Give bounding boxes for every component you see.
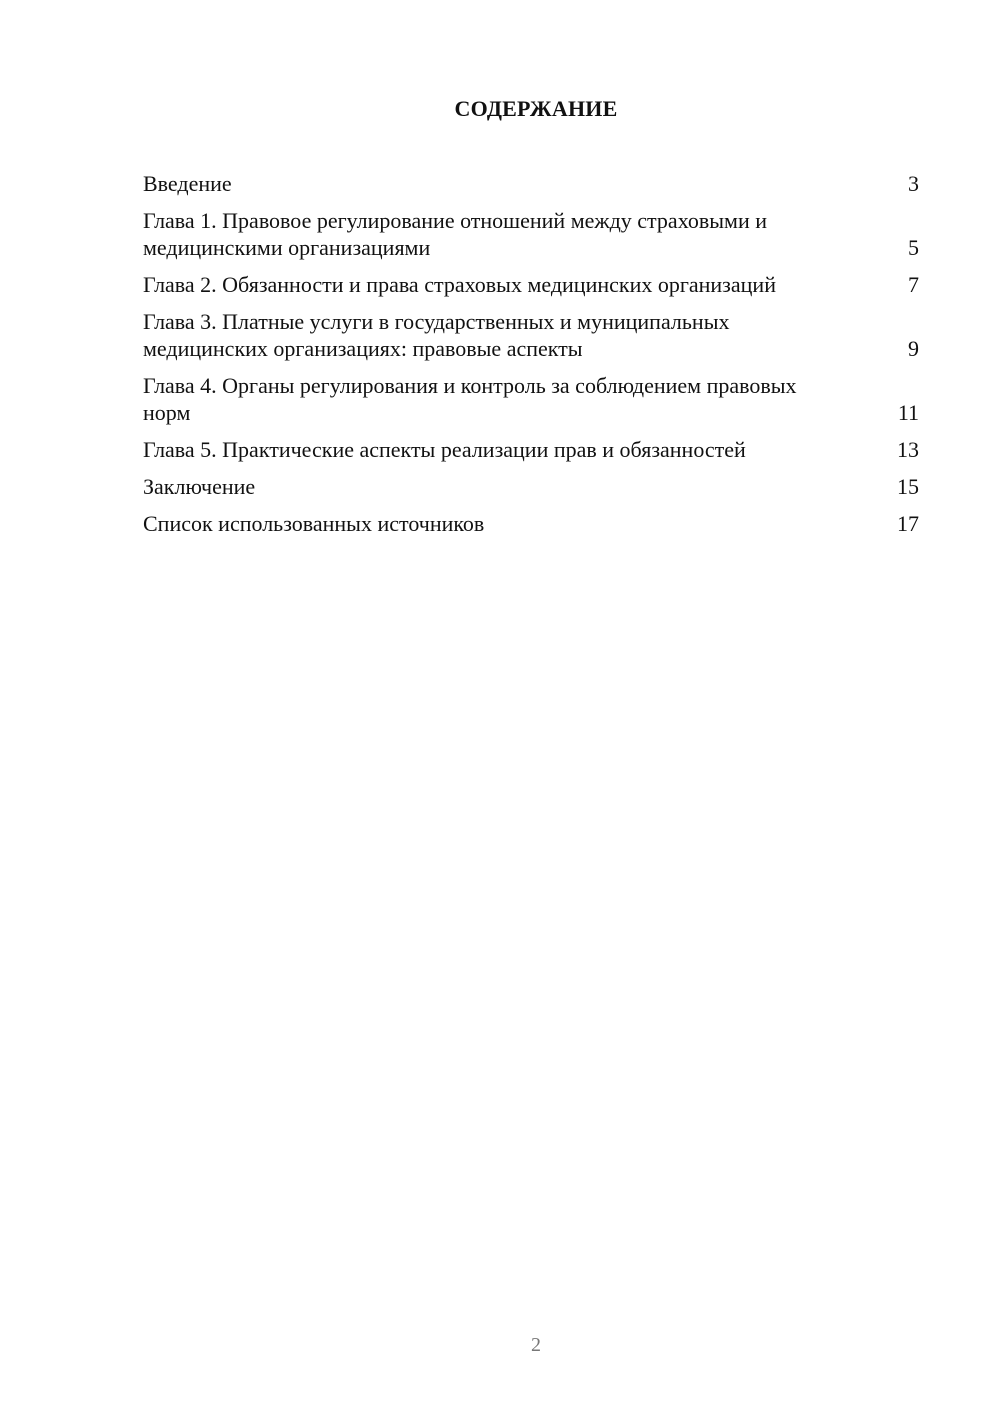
table-of-contents [143, 170, 919, 547]
toc-entry-label: Список использованных источников [143, 511, 485, 536]
page-title: СОДЕРЖАНИЕ [454, 96, 618, 121]
toc-entry-chapter-3 [143, 308, 919, 362]
page-number: 2 [531, 1334, 541, 1356]
toc-entry-label: Глава 4. Органы регулирования и контроль за соблюдением правовых норм [143, 373, 797, 425]
toc-entry-label: Введение [143, 171, 232, 196]
toc-entry-page: 7 [908, 272, 919, 297]
toc-entry-chapter-5 [143, 436, 919, 463]
toc-entry-introduction [143, 170, 919, 197]
toc-entry-label: Глава 3. Платные услуги в государственных и муниципальных медицинских организациях: правовые аспекты [143, 309, 730, 361]
toc-entry-chapter-4 [143, 372, 919, 426]
toc-entry-page: 9 [908, 336, 919, 361]
toc-entry-label: Глава 1. Правовое регулирование отношений между страховыми и медицинскими организациями [143, 208, 767, 260]
toc-entry-references [143, 510, 919, 537]
toc-entry-chapter-2 [143, 271, 919, 298]
toc-entry-page: 17 [897, 511, 919, 536]
toc-entry-page: 3 [908, 171, 919, 196]
toc-entry-page: 15 [897, 474, 919, 499]
toc-entry-label: Заключение [143, 474, 256, 499]
toc-entry-label: Глава 2. Обязанности и права страховых медицинских организаций [143, 272, 776, 297]
toc-entry-page: 13 [897, 437, 919, 462]
toc-entry-chapter-1 [143, 207, 919, 261]
toc-entry-page: 5 [908, 235, 919, 260]
toc-entry-conclusion [143, 473, 919, 500]
toc-entry-page: 11 [897, 400, 919, 425]
toc-entry-label: Глава 5. Практические аспекты реализации прав и обязанностей [143, 437, 746, 462]
